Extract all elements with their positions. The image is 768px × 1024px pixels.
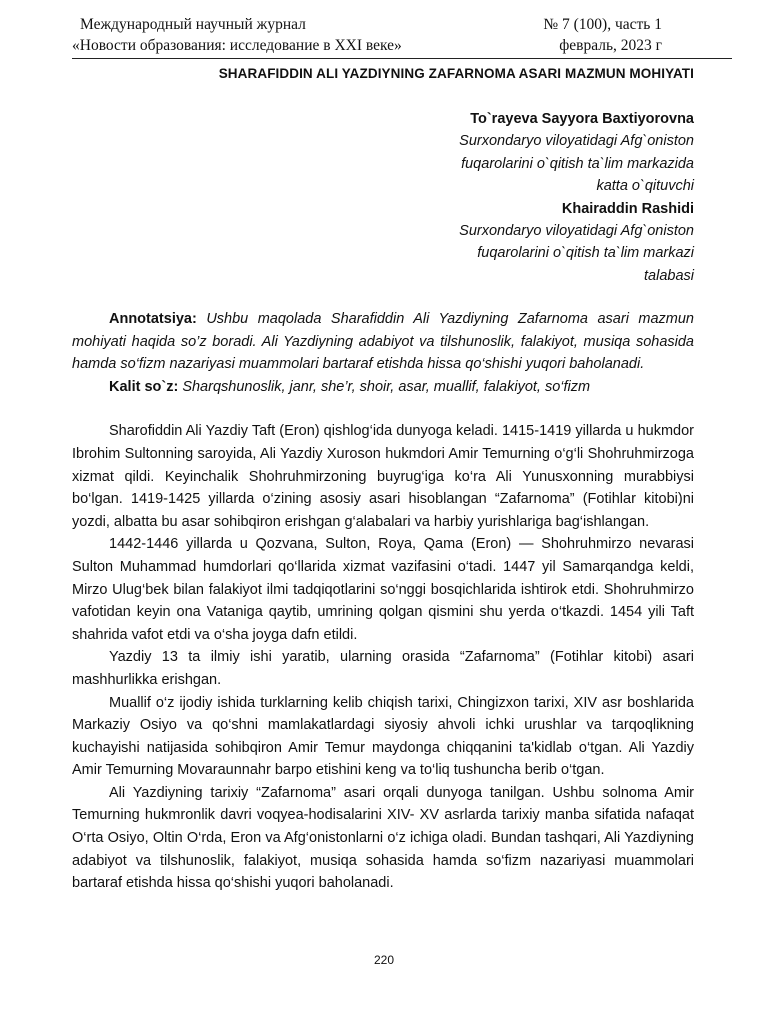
section-spacer (72, 398, 694, 420)
author-name: Khairaddin Rashidi (561, 200, 694, 217)
body-paragraph: Ali Yazdiyning tarixiy “Zafarnoma” asari orqali dunyoga tanilgan. Ushbu solnoma Amir Temurning hukmronlik davri voqyea-hodisalarini XIV- XV asrlarda tarixiy manba sifatida nafaqat O‘rta Osiyo, Oltin O‘rda, Eron va Afg‘onistonlarni o‘z ichiga oladi. Bundan tashqari, Ali Yazdiyning adabiyot va tilshunoslik, falakiyot, musiqa sohasida hamda so‘fizm nazariyasi muammolari bartaraf etishda hissa qo‘shishi yuqori baholanadi. (72, 784, 694, 892)
author-affiliation-line: talabasi (644, 267, 694, 284)
body-paragraph: Sharofiddin Ali Yazdiy Taft (Eron) qishlog‘ida dunyoga keladi. 1415-1419 yillarda u hukmdor Ibrohim Sultonning saroyida, Ali Yazdiy Xuroson hukmdori Amir Temurning o‘g‘li Shohruhmirzoga xizmat qildi. Keyinchalik Shohruhmirzoning buyrug‘iga ko‘ra Ali Yunusxonning murabbiysi bo‘lgan. 1419-1425 yillarda o‘zining asosiy asari hisoblangan “Zafarnoma” (Fotihlar kitobi)ni yozdi, albatta bu asar sohibqiron erishgan g‘alabalari va harbiy yurishlariga bag‘ishlangan. (72, 423, 694, 530)
issue-date: февраль, 2023 г (559, 37, 662, 54)
annotation-text: Ushbu maqolada Sharafiddin Ali Yazdiyning Zafarnoma asari mazmun mohiyati haqida so’z boradi. Ali Yazdiyning adabiyot va tilshunoslik, falakiyot, musiqa sohasida hamda so‘fizm nazariyasi muammolari bartaraf etishda hissa qo‘shishi yuqori baholanadi. (72, 311, 694, 373)
journal-name: Международный научный журнал (80, 16, 306, 33)
keywords-text: Sharqshunoslik, janr, she’r, shoir, asar, muallif, falakiyot, so‘fizm (182, 378, 591, 395)
author-block (459, 108, 694, 287)
issue-number: № 7 (100), часть 1 (543, 16, 662, 33)
article-content (72, 308, 694, 895)
author-affiliation-line: Surxondaryo viloyatidagi Afg`oniston (459, 133, 694, 150)
annotation-label: Annotatsiya: (109, 311, 197, 327)
header-divider (72, 58, 732, 59)
journal-subtitle: «Новости образования: исследование в XXI веке» (72, 37, 402, 54)
annotation (72, 308, 694, 376)
author-affiliation-line: fuqarolarini o`qitish ta`lim markazi (477, 245, 694, 262)
body-paragraph: Muallif o‘z ijodiy ishida turklarning kelib chiqish tarixi, Chingizxon tarixi, XIV asr boshlarida Markaziy Osiyo va qo‘shni mamlakatlardagi siyosiy ahvoli ichki urushlar va tarqoqlikning kuchayishi natijasida sohibqiron Amir Temur maydonga chiqqanini ta'kidlab o‘tgan. Ali Yazdiy Amir Temurning Movaraunnahr barpo etishini keng va to‘liq tushuncha berib o‘tgan. (72, 694, 694, 779)
author-affiliation-line: Surxondaryo viloyatidagi Afg`oniston (459, 223, 694, 240)
running-header (72, 14, 662, 56)
keywords (72, 376, 694, 399)
author-name: To`rayeva Sayyora Baxtiyorovna (470, 111, 694, 127)
body-paragraph: 1442-1446 yillarda u Qozvana, Sulton, Roya, Qama (Eron) — Shohruhmirzo nevarasi Sulton Muhammad humdorlari qo‘llarida xizmat vazifasini o‘tadi. 1447 yil Samarqandga keldi, Mirzo Ulug‘bek bilan falakiyot ilmi tadqiqotlarini so‘nggi bosqichlarida ishtirok etdi. Shohruhmirzo vafotidan keyin ona Vataniga qaytib, umrining qolgan qismini shu yerda o‘tkazdi. 1454 yili Taft shahrida vafot etdi va o‘sha joyga dafn etildi. (72, 536, 694, 643)
body-paragraph: Yazdiy 13 ta ilmiy ishi yaratib, ularning orasida “Zafarnoma” (Fotihlar kitobi) asari mashhurlikka erishgan. (72, 649, 694, 688)
keywords-label: Kalit so`z: (109, 378, 179, 395)
author-affiliation-line: fuqarolarini o`qitish ta`lim markazida (461, 155, 694, 172)
page-number: 220 (373, 953, 395, 967)
article-title: SHARAFIDDIN ALI YAZDIYNING ZAFARNOMA ASARI MAZMUN MOHIYATI (218, 66, 694, 81)
author-affiliation-line: katta o`qituvchi (596, 178, 694, 195)
